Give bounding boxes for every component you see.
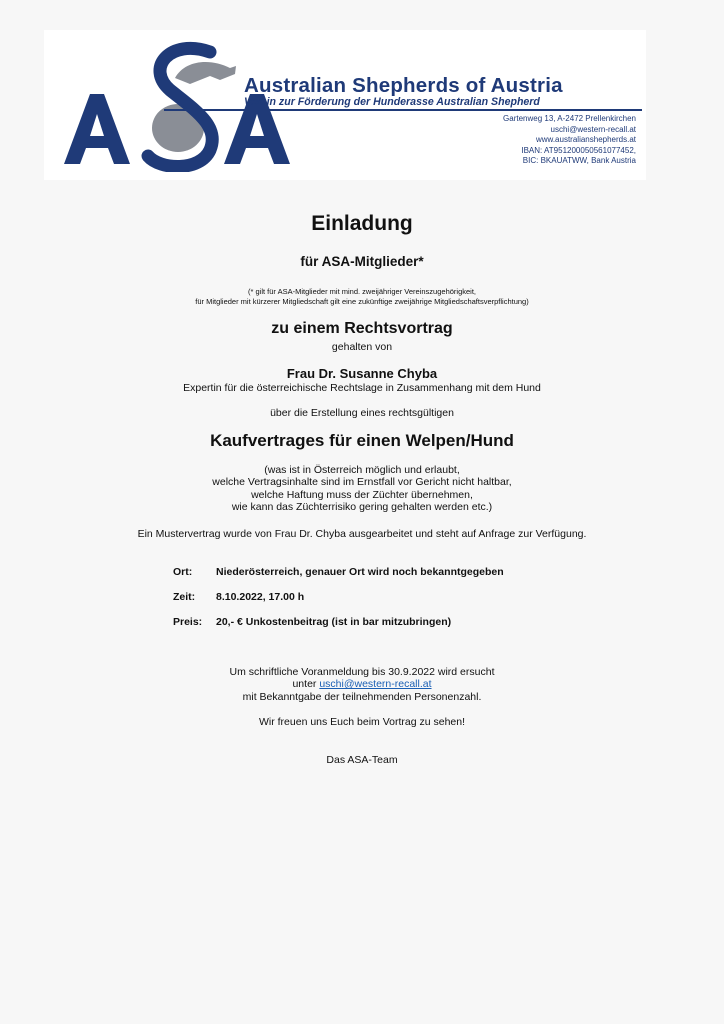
detail-line: welche Haftung muss der Züchter übernehmen, xyxy=(251,488,473,501)
event-info-value: 20,- € Unkostenbeitrag (ist in bar mitzubringen) xyxy=(216,616,452,628)
event-info-label: Zeit: xyxy=(173,591,196,603)
invitation-title: Einladung xyxy=(311,212,413,235)
contact-email[interactable]: uschi@western-recall.at xyxy=(550,124,636,134)
footnote-line: (* gilt für ASA-Mitglieder mit mind. zweijähriger Vereinszugehörigkeit, xyxy=(247,287,476,296)
membership-footnote xyxy=(0,287,724,307)
topic-heading: Kaufvertrages für einen Welpen/Hund xyxy=(210,431,514,450)
topic-details xyxy=(0,464,724,513)
detail-line: welche Vertragsinhalte sind im Ernstfall vor Gericht nicht haltbar, xyxy=(212,476,512,489)
contact-block xyxy=(503,114,636,167)
event-info-label: Preis: xyxy=(173,616,203,628)
about-line: über die Erstellung eines rechtsgültigen xyxy=(270,407,454,419)
letterhead-rule xyxy=(164,109,642,111)
contact-iban: IBAN: AT951200050561077452, xyxy=(521,145,636,155)
contact-website[interactable]: www.australianshepherds.at xyxy=(535,135,636,145)
speaker-expertise: Expertin für die österreichische Rechtslage in Zusammenhang mit dem Hund xyxy=(183,382,541,394)
detail-line: wie kann das Züchterrisiko gering gehalten werden etc.) xyxy=(231,500,493,513)
event-info-value: 8.10.2022, 17.00 h xyxy=(216,591,305,603)
logo-letter-a-left xyxy=(64,94,130,164)
jumping-dog-silhouette xyxy=(175,62,236,84)
lecture-heading: zu einem Rechtsvortrag xyxy=(271,320,453,337)
held-by-line: gehalten von xyxy=(331,341,393,353)
contact-bic: BIC: BKAUATWW, Bank Austria xyxy=(522,156,636,166)
registration-block xyxy=(0,666,724,703)
registration-line: mit Bekanntgabe der teilnehmenden Personenzahl. xyxy=(242,690,482,703)
org-name: Australian Shepherds of Austria xyxy=(244,74,563,97)
audience-line: für ASA-Mitglieder* xyxy=(300,254,424,269)
event-info-label: Ort: xyxy=(173,566,193,578)
contact-address: Gartenweg 13, A-2472 Prellenkirchen xyxy=(503,114,636,123)
org-subtitle: Verein zur Förderung der Hunderasse Australian Shepherd xyxy=(244,96,540,108)
footnote-line: für Mitglieder mit kürzerer Mitgliedschaft gilt eine zukünftige zweijährige Mitgliedschaftsverpflichtung) xyxy=(195,297,529,306)
registration-line: Um schriftliche Voranmeldung bis 30.9.2022 wird ersucht xyxy=(229,666,495,678)
speaker-name: Frau Dr. Susanne Chyba xyxy=(286,366,438,381)
registration-email-link[interactable]: uschi@western-recall.at xyxy=(319,678,432,691)
event-info-value: Niederösterreich, genauer Ort wird noch bekanntgegeben xyxy=(216,566,504,578)
detail-line: (was ist in Österreich möglich und erlaubt, xyxy=(264,464,460,476)
registration-prefix: unter xyxy=(292,678,317,691)
signature: Das ASA-Team xyxy=(326,754,398,766)
closing-line: Wir freuen uns Euch beim Vortrag zu sehen! xyxy=(258,716,466,728)
template-note: Ein Mustervertrag wurde von Frau Dr. Chyba ausgearbeitet und steht auf Anfrage zur Verfügung. xyxy=(137,528,587,540)
registration-line xyxy=(0,678,724,690)
letterhead xyxy=(44,30,646,180)
